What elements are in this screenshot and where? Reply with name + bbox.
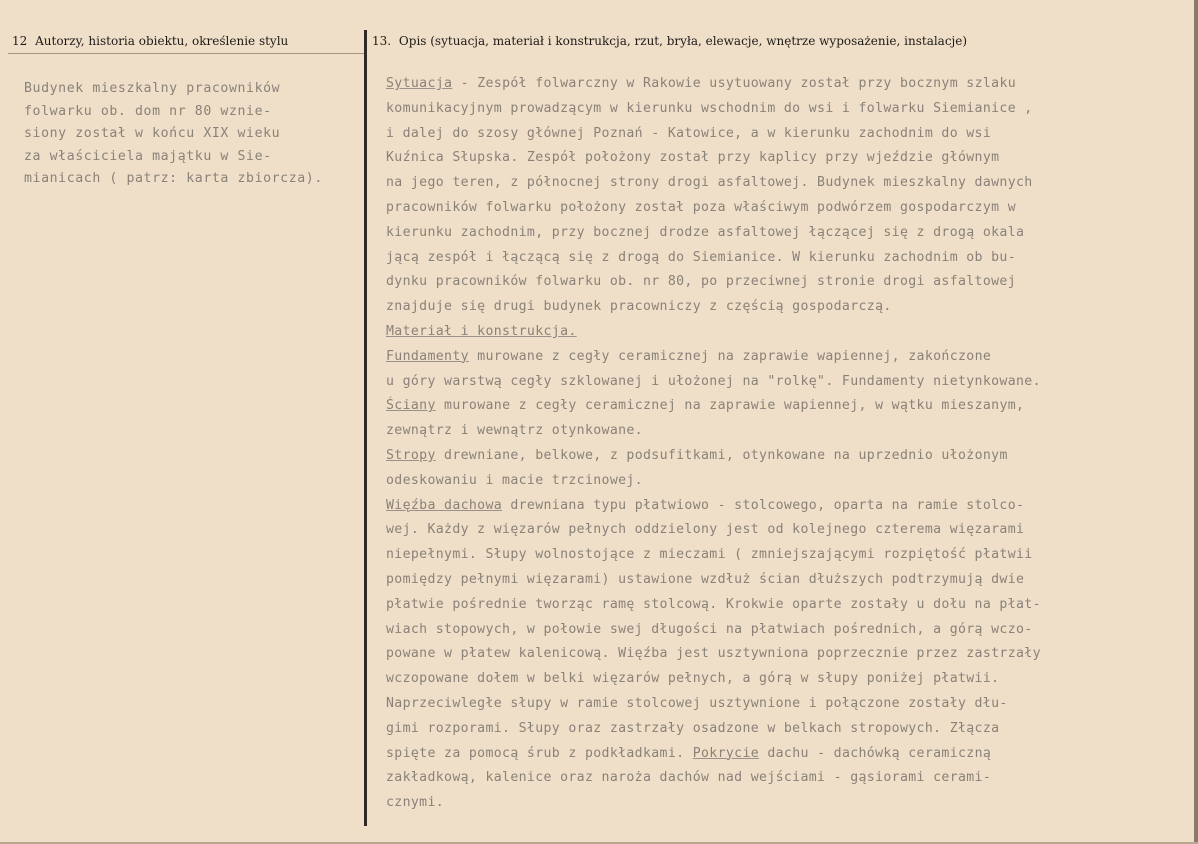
heading-pokrycie: Pokrycie [692,745,760,761]
heading-fundamenty: Fundamenty [386,348,469,364]
right-line: cznymi. [386,795,445,811]
right-line: zakładkową, kalenice oraz naroża dachów nad wejściami - gąsiorami cerami- [386,770,992,786]
left-line: za właściciela majątku w Sie- [24,148,272,164]
right-line: jącą zespół i łączącą się z drogą do Siemianice. W kierunku zachodnim ob bu- [386,249,1017,265]
right-line: wej. Każdy z więzarów pełnych oddzielony jest od kolejnego czterema więzarami [386,522,1025,538]
right-line: wiach stopowych, w połowie swej długości na płatwiach pośrednich, a górą wczo- [386,621,1033,637]
right-line: u góry warstwą cegły szklowanej i ułożonej na "rolkę". Fundamenty nietynkowane. [386,373,1041,389]
line-text: murowane z cegły ceramicznej na zaprawie wapiennej, zakończone [468,348,992,364]
section-12-header [12,34,288,48]
heading-sytuacja: Sytuacja [386,76,453,91]
right-line [386,444,1186,469]
right-line: powane w płatew kalenicową. Więźba jest usztywniona poprzecznie przez zastrzały [386,646,1041,662]
section-13-typed-text [386,72,1186,816]
heading-wiezba: Więźba dachowa [386,497,503,513]
right-line: komunikacyjnym prowadzącym w kierunku wschodnim do wsi i folwarku Siemianice , [386,100,1033,116]
section-12-header-rule [8,53,364,54]
heading-stropy: Stropy [386,447,436,463]
right-line: pracowników folwarku położony został poza właściwym podwórzem gospodarczym w [386,199,1017,215]
page-edge-shadow-right [1194,0,1198,844]
section-13-header [372,34,967,48]
right-line: na jego teren, z północnej strony drogi asfaltowej. Budynek mieszkalny dawnych [386,175,1033,191]
right-line: Kuźnica Słupska. Zespół położony został przy kaplicy przy wjeździe głównym [386,150,1000,166]
right-line [386,494,1186,519]
right-line: dynku pracowników folwarku ob. nr 80, po przeciwnej stronie drogi asfaltowej [386,274,1017,290]
section-12-typed-text [24,78,364,191]
line-text: murowane z cegły ceramicznej na zaprawie wapiennej, w wątku mieszanym, [435,398,1025,414]
line-text: drewniana typu płatwiowo - stolcowego, oparta na ramie stolco- [502,497,1025,513]
line-text: dachu - dachówką ceramiczną [759,745,992,761]
right-line [386,320,1186,345]
left-line: Budynek mieszkalny pracowników [24,81,281,96]
section-12-number: 12 [12,34,28,48]
right-line: odeskowaniu i macie trzcinowej. [386,472,643,488]
right-line: wczopowane dołem w belki więzarów pełnych, a górą w słupy poniżej płatwii. [386,671,1000,687]
right-line [386,394,1186,419]
right-line [386,742,1186,767]
left-line: folwarku ob. dom nr 80 wznie- [24,103,272,119]
right-line [386,345,1186,370]
line-text: spięte za pomocą śrub z podkładkami. [386,745,693,761]
right-line: kierunku zachodnim, przy bocznej drodze asfaltowej łączącej się z drogą okala [386,224,1025,240]
section-13-number: 13. [372,34,392,48]
line-text: - Zespół folwarczny w Rakowie usytuowany został przy bocznym szlaku [452,76,1017,91]
line-text: drewniane, belkowe, z podsufitkami, otynkowane na uprzednio ułożonym [435,447,1008,463]
heading-sciany: Ściany [386,398,436,414]
right-line: i dalej do szosy głównej Poznań - Katowice, a w kierunku zachodnim do wsi [386,125,992,141]
right-line: płatwie pośrednie tworząc ramę stolcową. Krokwie oparte zostały u dołu na płat- [386,596,1041,612]
right-line: Naprzeciwległe słupy w ramie stolcowej usztywnione i połączone zostały dłu- [386,695,1008,711]
left-line: siony został w końcu XIX wieku [24,126,281,141]
right-line: znajduje się drugi budynek pracowniczy z częścią gospodarczą. [386,299,892,315]
heading-material: Materiał i konstrukcja. [386,323,577,339]
column-divider [364,30,367,826]
section-12-title: Autorzy, historia obiektu, określenie stylu [35,34,289,48]
right-line [386,72,1186,97]
right-line: niepełnymi. Słupy wolnostojące z mieczami ( zmniejszającymi rozpiętość płatwii [386,547,1033,563]
left-line: mianicach ( patrz: karta zbiorcza). [24,171,323,186]
right-line: zewnątrz i wewnątrz otynkowane. [386,423,643,439]
right-line: pomiędzy pełnymi więzarami) ustawione wzdłuż ścian dłuższych podtrzymują dwie [386,571,1025,587]
right-line: gimi rozporami. Słupy oraz zastrzały osadzone w belkach stropowych. Złącza [386,720,1000,736]
section-13-title: Opis (sytuacja, materiał i konstrukcja, rzut, bryła, elewacje, wnętrze wyposażenie, instalacje) [398,34,968,48]
